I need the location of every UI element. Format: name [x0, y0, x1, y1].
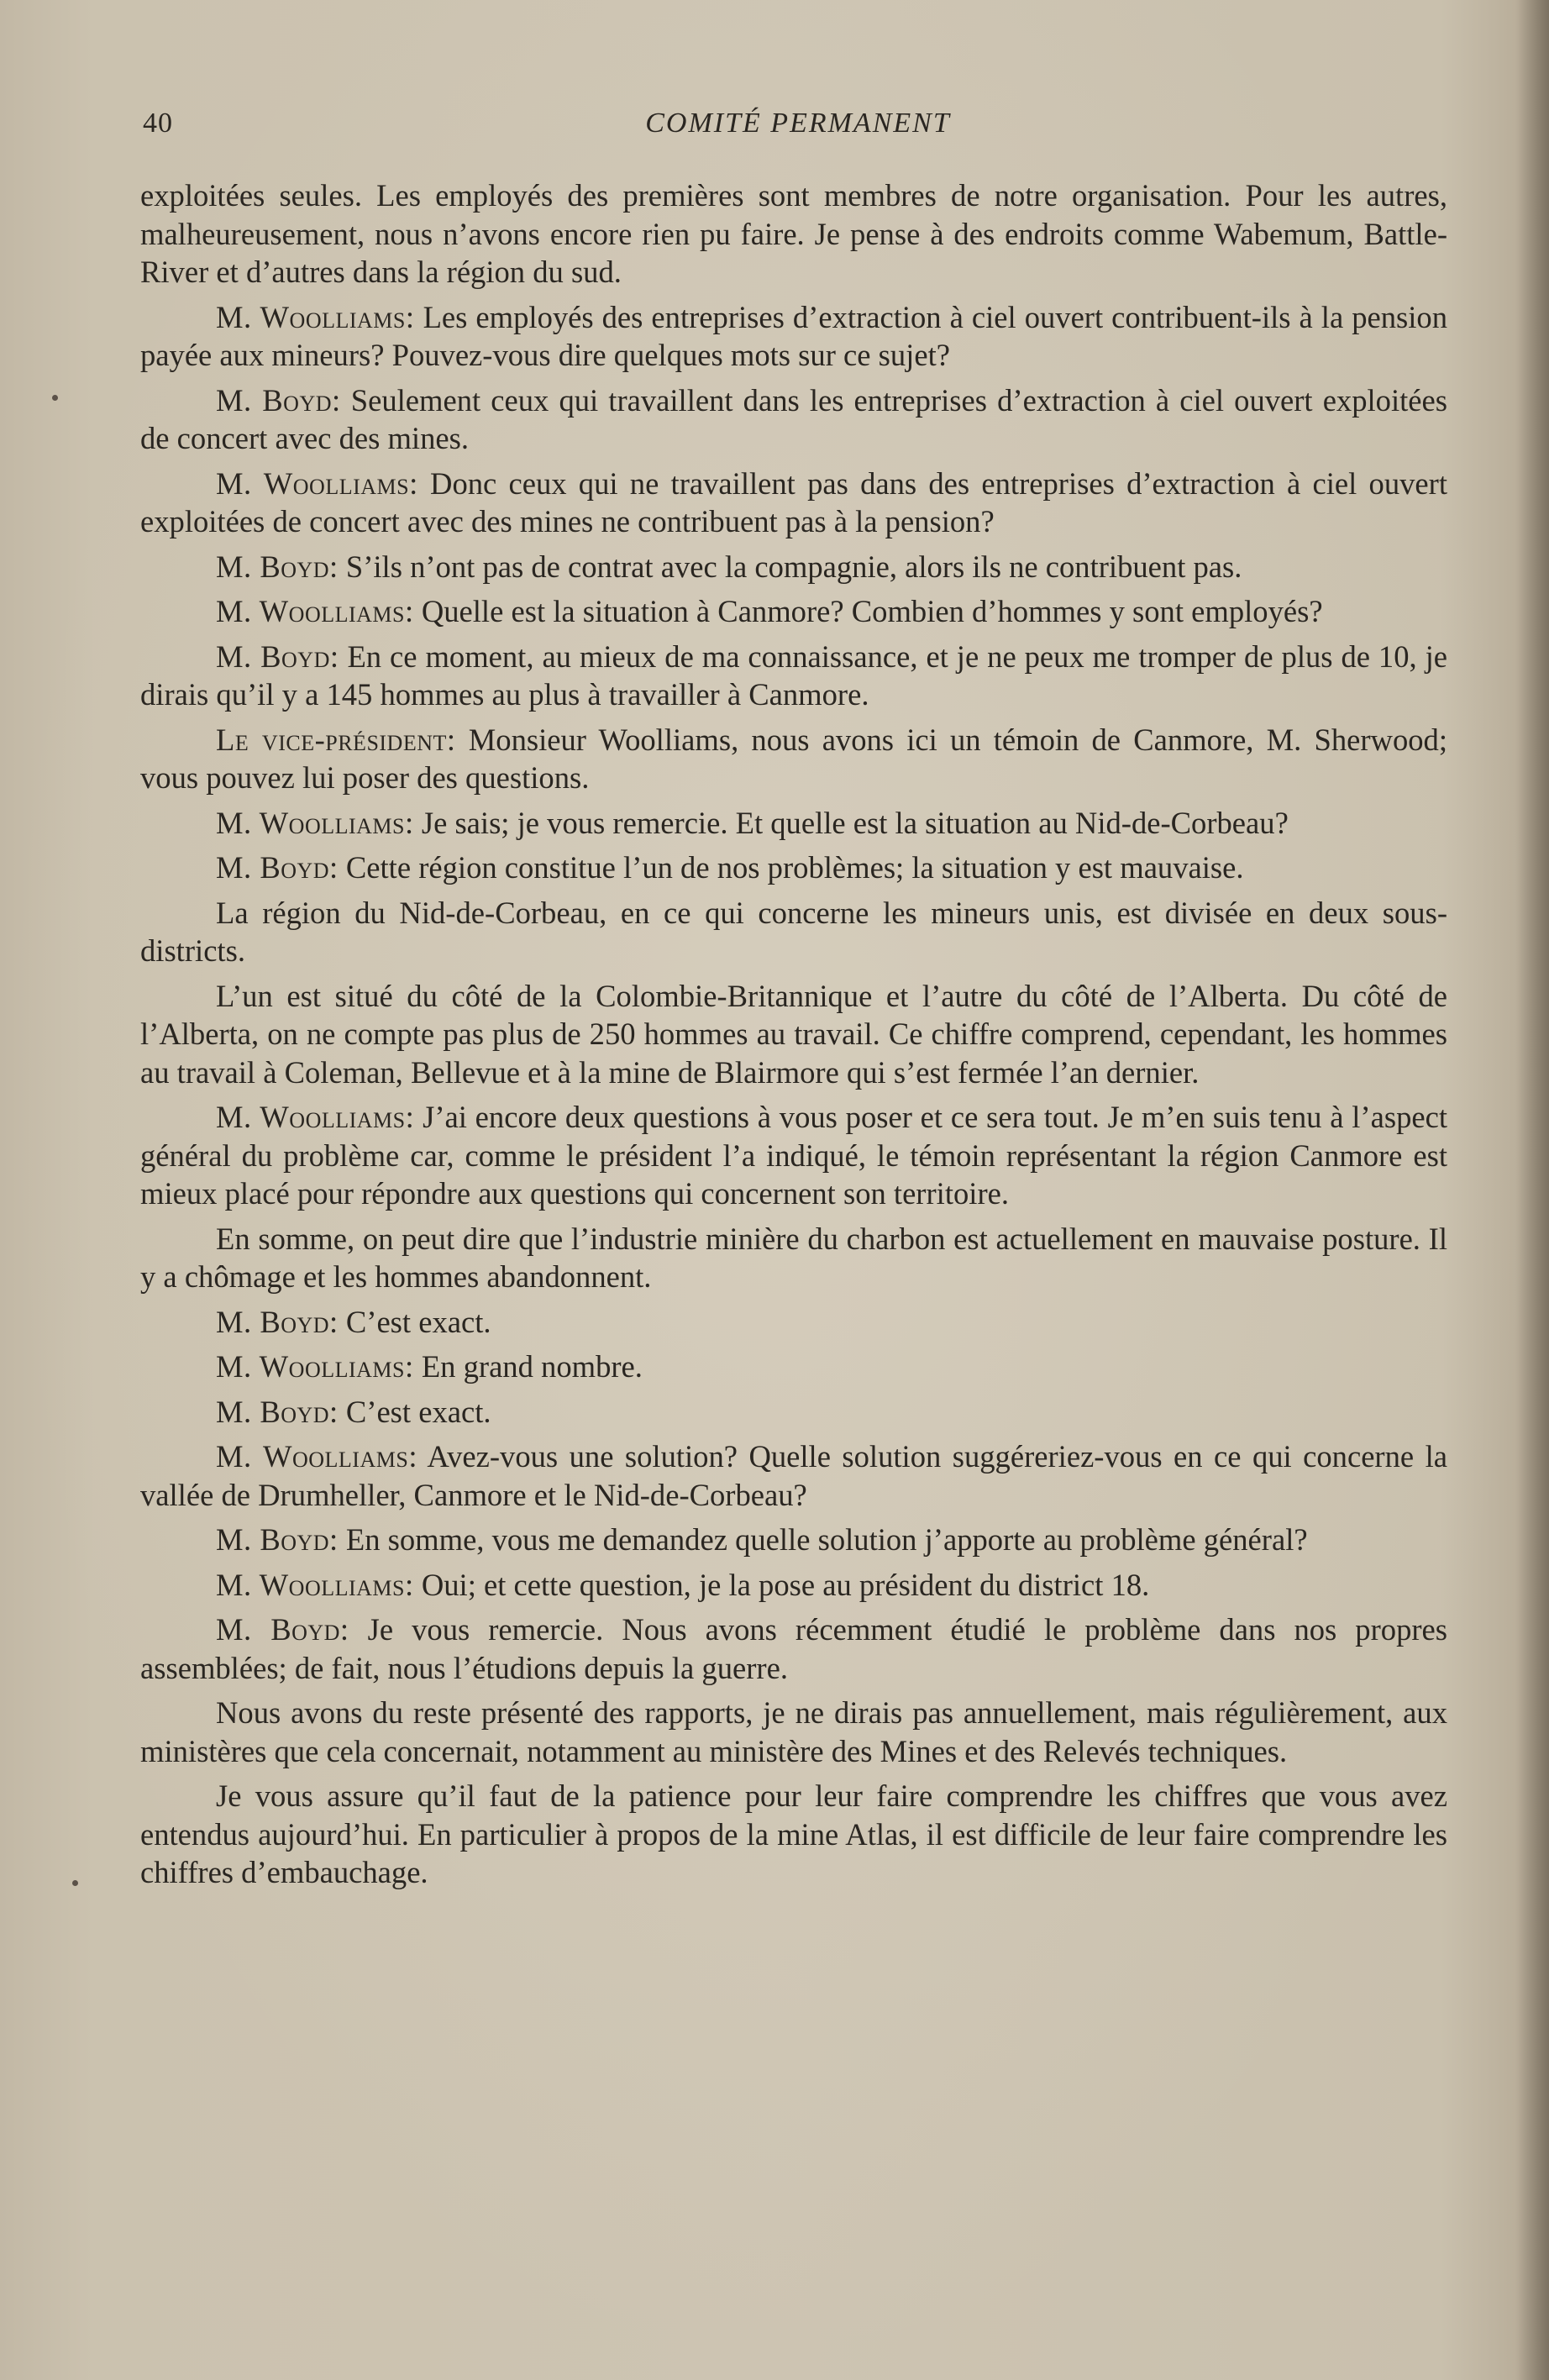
- paragraph: [140, 1098, 1447, 1213]
- paragraph-text: Les employés des entreprises d’extraction à ciel ouvert contribuent-ils à la pension payée aux mineurs? Pouvez-vous dire quelques mots sur ce sujet?: [140, 299, 1447, 372]
- paragraph: [140, 1610, 1447, 1687]
- speaker-label: M. Boyd:: [216, 382, 341, 418]
- speaker-label: M. Boyd:: [216, 638, 339, 674]
- paragraph: [140, 977, 1447, 1092]
- ink-speck: [52, 395, 58, 401]
- paragraph: [140, 894, 1447, 970]
- paragraph-text: L’un est situé du côté de la Colombie-Britannique et l’autre du côté de l’Alberta. Du côté de l’Alberta, on ne compte pas plus de 250 hommes au travail. Ce chiffre comprend, cependant, les hommes au travail à Coleman, Bellevue et à la mine de Blairmore qui s’est fermée l’an dernier.: [140, 978, 1447, 1090]
- paragraph-text: En grand nombre.: [421, 1349, 643, 1384]
- paragraph: [140, 721, 1447, 797]
- speaker-label: Le vice-président:: [216, 722, 456, 757]
- paragraph-text: Nous avons du reste présenté des rapports, je ne dirais pas annuellement, mais régulièrement, aux ministères que cela concernait, notamment au ministère des Mines et des Relevés techniques.: [140, 1695, 1447, 1768]
- paragraph-text: S’ils n’ont pas de contrat avec la compagnie, alors ils ne contribuent pas.: [345, 549, 1242, 584]
- paragraph-text: Cette région constitue l’un de nos problèmes; la situation y est mauvaise.: [345, 850, 1244, 885]
- page-header: [143, 108, 1453, 144]
- speaker-label: M. Woolliams:: [216, 1100, 415, 1134]
- paragraph: [140, 298, 1447, 375]
- paragraph-text: Monsieur Woolliams, nous avons ici un témoin de Canmore, M. Sherwood; vous pouvez lui poser des questions.: [140, 722, 1447, 795]
- speaker-label: M. Boyd:: [216, 1522, 339, 1557]
- running-title: COMITÉ PERMANENT: [645, 108, 951, 139]
- speaker-label: M. Boyd:: [216, 850, 339, 885]
- speaker-label: M. Boyd:: [216, 1394, 339, 1429]
- paragraph-text: Avez-vous une solution? Quelle solution suggéreriez-vous en ce qui concerne la vallée de Drumheller, Canmore et le Nid-de-Corbeau?: [140, 1439, 1447, 1512]
- transcript-body: [140, 176, 1447, 1899]
- speaker-label: M. Boyd:: [216, 1304, 339, 1339]
- paragraph-text: J’ai encore deux questions à vous poser et ce sera tout. Je m’en suis tenu à l’aspect général du problème car, comme le président l’a indiqué, le témoin représentant la région Canmore est mieux placé pour répondre aux questions qui concernent son territoire.: [140, 1100, 1447, 1211]
- paragraph: [140, 1521, 1447, 1559]
- paragraph-text: Seulement ceux qui travaillent dans les entreprises d’extraction à ciel ouvert exploitées de concert avec des mines.: [140, 382, 1447, 455]
- speaker-label: M. Boyd:: [216, 1612, 349, 1647]
- paragraph-text: Je sais; je vous remercie. Et quelle est la situation au Nid-de-Corbeau?: [421, 805, 1289, 840]
- paragraph-text: C’est exact.: [345, 1304, 491, 1339]
- paragraph-text: Quelle est la situation à Canmore? Combien d’hommes y sont employés?: [421, 594, 1323, 628]
- speaker-label: M. Woolliams:: [216, 1439, 417, 1474]
- paragraph-text: C’est exact.: [345, 1394, 491, 1429]
- paragraph: [140, 1694, 1447, 1770]
- paragraph: [140, 1220, 1447, 1296]
- paragraph-text: Je vous assure qu’il faut de la patience pour leur faire comprendre les chiffres que vous avez entendus aujourd’hui. En particulier à propos de la mine Atlas, il est difficile de leur faire comprendre les chiffres d’embauchage.: [140, 1778, 1447, 1889]
- paragraph: [140, 176, 1447, 292]
- paragraph: [140, 804, 1447, 843]
- paragraph-text: En ce moment, au mieux de ma connaissance, et je ne peux me tromper de plus de 10, je dirais qu’il y a 145 hommes au plus à travailler à Canmore.: [140, 638, 1447, 712]
- paragraph-text: En somme, on peut dire que l’industrie minière du charbon est actuellement en mauvaise posture. Il y a chômage et les hommes abandonnent.: [140, 1221, 1447, 1294]
- paragraph: [140, 465, 1447, 541]
- paragraph-text: Donc ceux qui ne travaillent pas dans des entreprises d’extraction à ciel ouvert exploitées de concert avec des mines ne contribuent pas à la pension?: [140, 465, 1447, 539]
- paragraph: [140, 638, 1447, 714]
- speaker-label: M. Woolliams:: [216, 1567, 414, 1602]
- paragraph-text: Oui; et cette question, je la pose au président du district 18.: [421, 1567, 1150, 1602]
- paragraph: [140, 548, 1447, 586]
- paragraph-text: La région du Nid-de-Corbeau, en ce qui concerne les mineurs unis, est divisée en deux sous-districts.: [140, 895, 1447, 968]
- speaker-label: M. Woolliams:: [216, 465, 418, 501]
- speaker-label: M. Woolliams:: [216, 299, 415, 334]
- paragraph: [140, 1437, 1447, 1514]
- paragraph-text: Je vous remercie. Nous avons récemment étudié le problème dans nos propres assemblées; de fait, nous l’étudions depuis la guerre.: [140, 1612, 1448, 1685]
- paragraph: [140, 381, 1447, 458]
- speaker-label: M. Woolliams:: [216, 1349, 414, 1384]
- paragraph: [140, 1777, 1447, 1892]
- speaker-label: M. Boyd:: [216, 549, 339, 584]
- speaker-label: M. Woolliams:: [216, 805, 414, 840]
- speaker-label: M. Woolliams:: [216, 594, 414, 628]
- spine-shadow: [1515, 0, 1549, 2380]
- paragraph: [140, 592, 1447, 631]
- paragraph-text: En somme, vous me demandez quelle solution j’apporte au problème général?: [345, 1522, 1308, 1557]
- page-number: 40: [143, 108, 173, 139]
- paragraph: [140, 1303, 1447, 1342]
- paragraph: [140, 1393, 1447, 1432]
- paragraph: [140, 1566, 1447, 1605]
- ink-speck: [72, 1880, 78, 1886]
- paragraph: [140, 1348, 1447, 1386]
- paragraph-text: exploitées seules. Les employés des premières sont membres de notre organisation. Pour les autres, malheureusement, nous n’avons encore rien pu faire. Je pense à des endroits comme Wabemum, Battle-River et d’autres dans la région du sud.: [140, 178, 1447, 289]
- paragraph: [140, 848, 1447, 887]
